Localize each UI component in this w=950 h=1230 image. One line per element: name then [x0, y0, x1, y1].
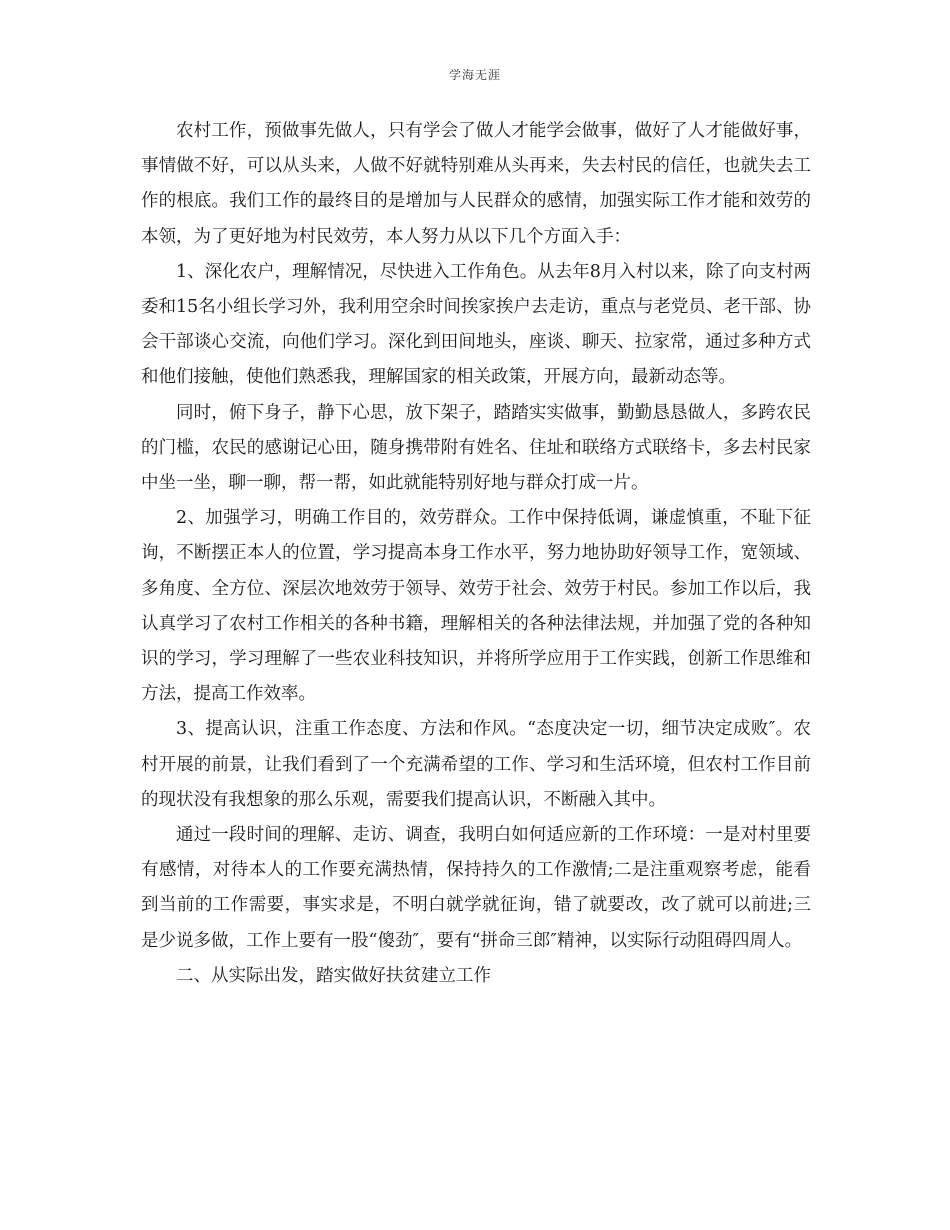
paragraph-point-1: 1、深化农户，理解情况，尽快进入工作角色。从去年8月入村以来，除了向支村两委和15名小组长学习外，我利用空余时间挨家挨户去走访，重点与老党员、老干部、协会干部谈心交流，向他们学习。深化到田间地头，座谈、聊天、拉家常，通过多种方式和他们接触，使他们熟悉我，理解国家的相关政策，开展方向，最新动态等。 — [141, 261, 811, 388]
paragraph-intro: 农村工作，预做事先做人，只有学会了做人才能学会做事，做好了人才能做好事，事情做不好，可以从头来，人做不好就特别难从头再来，失去村民的信任，也就失去工作的根底。我们工作的最终目的是增加与人民群众的感情，加强实际工作才能和效劳的本领，为了更好地为村民效劳，本人努力从以下几个方面入手： — [141, 121, 811, 247]
document-body — [141, 114, 811, 994]
paragraph-point-2: 2、加强学习，明确工作目的，效劳群众。工作中保持低调，谦虚慎重，不耻下征询，不断摆正本人的位置，学习提高本身工作水平，努力地协助好领导工作，宽领域、多角度、全方位、深层次地效劳于领导、效劳于社会、效劳于村民。参加工作以后，我认真学习了农村工作相关的各种书籍，理解相关的各种法律法规，并加强了党的各种知识的学习，学习理解了一些农业科技知识，并将所学应用于工作实践，创新工作思维和方法，提高工作效率。 — [141, 508, 811, 705]
paragraph-point-3-cont: 通过一段时间的理解、走访、调查，我明白如何适应新的工作环境：一是对村里要有感情，对待本人的工作要充满热情，保持持久的工作激情;二是注重观察考虑，能看到当前的工作需要，事实求是，不明白就学就征询，错了就要改，改了就可以前进;三是少说多做，工作上要有一股“傻劲″，要有“拼命三郎″精神，以实际行动阻碍四周人。 — [141, 825, 811, 951]
paragraph-point-1-cont: 同时，俯下身子，静下心思，放下架子，踏踏实实做事，勤勤恳恳做人，多跨农民的门槛，农民的感谢记心田，随身携带附有姓名、住址和联络方式联络卡，多去村民家中坐一坐，聊一聊，帮一帮，如此就能特别好地与群众打成一片。 — [141, 402, 811, 494]
paragraph-point-3: 3、提高认识，注重工作态度、方法和作风。“态度决定一切，细节决定成败″。农村开展的前景，让我们看到了一个充满希望的工作、学习和生活环境，但农村工作目前的现状没有我想象的那么乐观，需要我们提高认识，不断融入其中。 — [141, 719, 811, 810]
page-header: 学海无涯 — [448, 68, 501, 82]
section-heading-2: 二、从实际出发，踏实做好扶贫建立工作 — [176, 965, 491, 986]
